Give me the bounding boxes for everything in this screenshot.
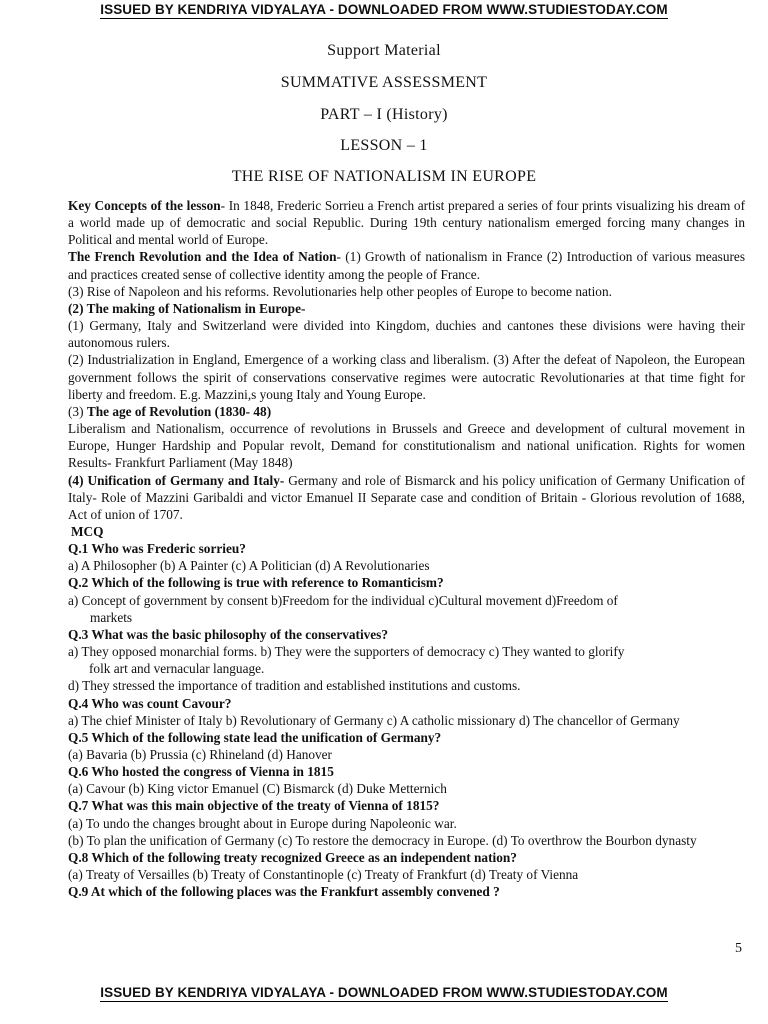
top-banner-text: ISSUED BY KENDRIYA VIDYALAYA - DOWNLOADED FROM WWW.STUDIESTODAY.COM bbox=[100, 2, 668, 17]
question-5-options: (a) Bavaria (b) Prussia (c) Rhineland (d) Hanover bbox=[68, 747, 332, 762]
making-nationalism-point-1: (1) Germany, Italy and Switzerland were divided into Kingdom, duchies and cantones these divisions were having their autonomous rulers. bbox=[68, 318, 745, 351]
summative-assessment-heading: SUMMATIVE ASSESSMENT bbox=[280, 74, 488, 91]
question-3-options: a) They opposed monarchial forms. b) They were the supporters of democracy c) They wanted to glorify bbox=[68, 644, 625, 660]
age-of-revolution-text: Liberalism and Nationalism, occurrence of revolutions in Brussels and Greece and development of cultural movement in Europe, Hunger Hardship and Popular revolt, Demand for constitutionalism and national unification. Rights for women Results- Frankfurt Parliament (May 1848) bbox=[68, 421, 745, 471]
question-4-options: a) The chief Minister of Italy b) Revolutionary of Germany c) A catholic missionary d) The chancellor of Germany bbox=[68, 712, 680, 728]
question-7: Q.7 What was this main objective of the treaty of Vienna of 1815? bbox=[68, 798, 440, 814]
bottom-banner bbox=[0, 985, 768, 1000]
question-9: Q.9 At which of the following places was the Frankfurt assembly convened ? bbox=[68, 884, 500, 900]
age-of-revolution-number: (3) bbox=[68, 403, 87, 419]
question-6-options: (a) Cavour (b) King victor Emanuel (C) Bismarck (d) Duke Metternich bbox=[68, 781, 447, 797]
question-2-options: a) Concept of government by consent b)Freedom for the individual c)Cultural movement d)Freedom of bbox=[68, 592, 618, 608]
question-8: Q.8 Which of the following treaty recognized Greece as an independent nation? bbox=[68, 849, 517, 865]
french-revolution-label: The French Revolution and the Idea of Nation bbox=[68, 249, 337, 265]
question-2-options-continued: markets bbox=[90, 609, 133, 625]
mcq-heading: MCQ bbox=[71, 523, 104, 539]
question-3-option-d: d) They stressed the importance of tradition and established institutions and customs. bbox=[68, 678, 521, 694]
age-of-revolution-heading bbox=[68, 403, 745, 420]
question-4: Q.4 Who was count Cavour? bbox=[68, 695, 232, 711]
part-heading: PART – I (History) bbox=[320, 106, 448, 123]
unification-paragraph bbox=[68, 472, 745, 523]
bottom-banner-text: ISSUED BY KENDRIYA VIDYALAYA - DOWNLOADED FROM WWW.STUDIESTODAY.COM bbox=[100, 985, 668, 1000]
key-concepts-label: Key Concepts of the lesson bbox=[68, 198, 221, 213]
lesson-content bbox=[68, 197, 745, 900]
making-nationalism-point-2: (2) Industrialization in England, Emergence of a working class and liberalism. (3) After the defeat of Napoleon, the European government follows the spirit of conservations conservative regimes were autocratic Revolutionaries at that time fight for liberty and freedom. E.g. Mazzini,s young Italy and Young Europe. bbox=[68, 352, 745, 402]
question-8-options: (a) Treaty of Versailles (b) Treaty of Constantinople (c) Treaty of Frankfurt (d) Treaty of Vienna bbox=[68, 867, 579, 883]
key-concepts-paragraph bbox=[68, 197, 745, 248]
question-3: Q.3 What was the basic philosophy of the conservatives? bbox=[68, 626, 389, 642]
support-material-heading: Support Material bbox=[327, 42, 441, 59]
question-5: Q.5 Which of the following state lead the unification of Germany? bbox=[68, 729, 442, 745]
lesson-heading: LESSON – 1 bbox=[340, 137, 428, 154]
key-concepts-text: - In 1848, Frederic Sorrieu a French artist prepared a series of four prints visualizing his dream of a world made up of democratic and social Republic. During 19th century nationalism emerged forcing many changes in Political and mental world of Europe. bbox=[68, 198, 745, 248]
question-3-options-continued: folk art and vernacular language. bbox=[89, 661, 265, 677]
question-7-option-a: (a) To undo the changes brought about in Europe during Napoleonic war. bbox=[68, 815, 457, 831]
age-of-revolution-label: The age of Revolution (1830- 48) bbox=[86, 403, 272, 419]
top-banner bbox=[0, 2, 768, 17]
french-revolution-paragraph bbox=[68, 248, 745, 282]
question-7-options-b-d: (b) To plan the unification of Germany (c) To restore the democracy in Europe. (d) To overthrow the Bourbon dynasty bbox=[68, 832, 697, 848]
unification-text: Germany and role of Bismarck and his policy unification of Germany Unification of Italy- Role of Mazzini Garibaldi and victor Emanuel II Separate case and condition of Britain - Glorious revolution of 1688, Act of union of 1707. bbox=[68, 472, 746, 522]
question-6: Q.6 Who hosted the congress of Vienna in 1815 bbox=[68, 764, 334, 780]
unification-label: (4) Unification of Germany and Italy- bbox=[68, 472, 285, 488]
making-nationalism-heading: (2) The making of Nationalism in Europe- bbox=[68, 300, 306, 316]
french-revolution-text: - (1) Growth of nationalism in France (2) Introduction of various measures and practices created sense of collective identity among the people of France. bbox=[68, 249, 745, 282]
question-1: Q.1 Who was Frederic sorrieu? bbox=[68, 541, 246, 557]
napoleon-paragraph: (3) Rise of Napoleon and his reforms. Revolutionaries help other peoples of Europe to become nation. bbox=[68, 283, 612, 299]
question-2: Q.2 Which of the following is true with reference to Romanticism? bbox=[68, 575, 444, 591]
lesson-title: THE RISE OF NATIONALISM IN EUROPE bbox=[231, 168, 537, 185]
question-1-options: a) A Philosopher (b) A Painter (c) A Politician (d) A Revolutionaries bbox=[68, 558, 430, 574]
page-number: 5 bbox=[735, 941, 742, 956]
